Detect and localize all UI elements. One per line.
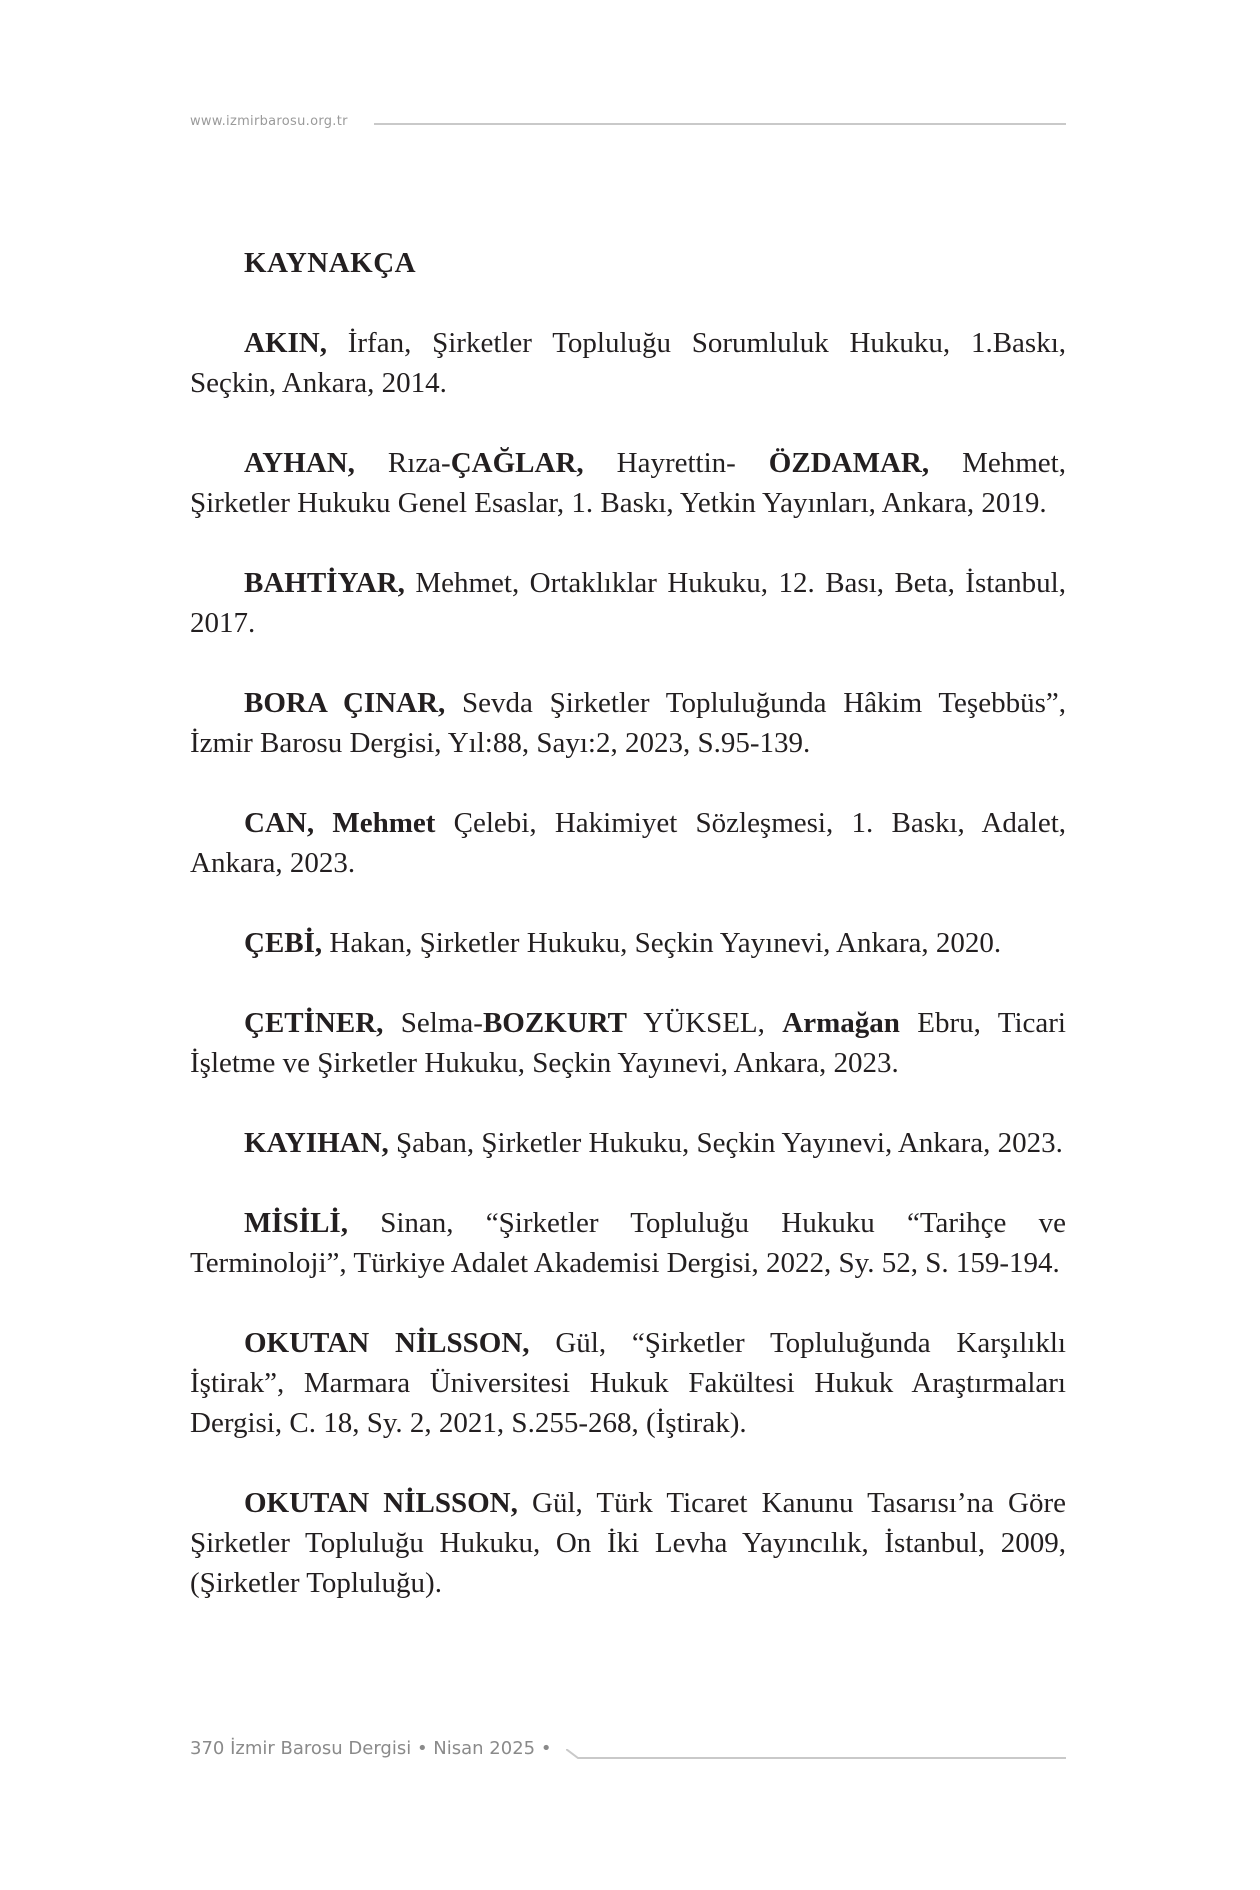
page-header <box>190 112 1066 136</box>
reference-entry <box>190 1003 1066 1083</box>
reference-entry <box>190 443 1066 523</box>
reference-author: AYHAN, <box>244 447 355 479</box>
reference-entry <box>190 1323 1066 1443</box>
reference-text: Selma- <box>383 1007 483 1039</box>
reference-text: Şaban, Şirketler Hukuku, Seçkin Yayınevi, Ankara, 2023. <box>388 1127 1063 1159</box>
reference-author: ÇETİNER, <box>244 1007 384 1039</box>
reference-author: OKUTAN NİLSSON, <box>244 1487 518 1519</box>
reference-author: ÇEBİ, <box>244 927 323 959</box>
reference-text: Ebru, Ticari İşletme ve Şirketler Hukuku, Seçkin Yayınevi, Ankara, 2023. <box>190 1007 1066 1079</box>
reference-text: Gül, Türk Ticaret Kanunu Tasarısı’na Göre Şirketler Topluluğu Hukuku, On İki Levha Yayıncılık, İstanbul, 2009, (Şirketler Topluluğu). <box>190 1487 1066 1599</box>
reference-text: Sevda Şirketler Topluluğunda Hâkim Teşebbüs”, İzmir Barosu Dergisi, Yıl:88, Sayı:2, 2023, S.95-139. <box>190 687 1066 759</box>
reference-text: Gül, “Şirketler Topluluğunda Karşılıklı İştirak”, Marmara Üniversitesi Hukuk Fakültesi Hukuk Araştırmaları Dergisi, C. 18, Sy. 2, 2021, S.255-268, (İştirak). <box>190 1327 1066 1439</box>
reference-author: BORA ÇINAR, <box>244 687 446 719</box>
reference-author: BAHTİYAR, <box>244 567 405 599</box>
reference-text: Rıza- <box>354 447 451 479</box>
footer-rule <box>566 1749 1066 1759</box>
reference-text: Hakan, Şirketler Hukuku, Seçkin Yayınevi, Ankara, 2020. <box>322 927 1002 959</box>
reference-author: CAN, Mehmet <box>244 807 436 839</box>
reference-author: ÖZDAMAR, <box>768 447 930 479</box>
reference-text: Çelebi, Hakimiyet Sözleşmesi, 1. Baskı, Adalet, Ankara, 2023. <box>190 807 1066 879</box>
bibliography <box>190 243 1066 1643</box>
reference-author: BOZKURT <box>482 1007 627 1039</box>
website-url: www.izmirbarosu.org.tr <box>190 114 348 129</box>
reference-entry <box>190 923 1066 963</box>
header-rule <box>374 123 1066 125</box>
reference-entry <box>190 1203 1066 1283</box>
reference-entry <box>190 563 1066 643</box>
reference-text: YÜKSEL, <box>626 1007 783 1039</box>
bibliography-heading: KAYNAKÇA <box>244 247 417 279</box>
reference-text: Sinan, “Şirketler Topluluğu Hukuku “Tarihçe ve Terminoloji”, Türkiye Adalet Akademisi Dergisi, 2022, Sy. 52, S. 159-194. <box>190 1207 1066 1279</box>
reference-entry <box>190 683 1066 763</box>
reference-author: MİSİLİ, <box>244 1207 348 1239</box>
reference-text: Mehmet, Ortaklıklar Hukuku, 12. Bası, Beta, İstanbul, 2017. <box>190 567 1066 639</box>
reference-text: Mehmet, Şirketler Hukuku Genel Esaslar, 1. Baskı, Yetkin Yayınları, Ankara, 2019. <box>190 447 1066 519</box>
page-footer <box>190 1738 1066 1768</box>
reference-entry <box>190 1123 1066 1163</box>
reference-text: İrfan, Şirketler Topluluğu Sorumluluk Hukuku, 1.Baskı, Seçkin, Ankara, 2014. <box>190 327 1066 399</box>
reference-entry <box>190 803 1066 883</box>
reference-author: KAYIHAN, <box>244 1127 389 1159</box>
footer-page-info: 370 İzmir Barosu Dergisi • Nisan 2025 • <box>190 1738 552 1759</box>
reference-entry <box>190 1483 1066 1603</box>
reference-entry <box>190 323 1066 403</box>
reference-author: AKIN, <box>244 327 327 359</box>
reference-author: ÇAĞLAR, <box>450 447 584 479</box>
reference-text: Hayrettin- <box>583 447 769 479</box>
reference-author: OKUTAN NİLSSON, <box>244 1327 530 1359</box>
reference-author: Armağan <box>782 1007 900 1039</box>
